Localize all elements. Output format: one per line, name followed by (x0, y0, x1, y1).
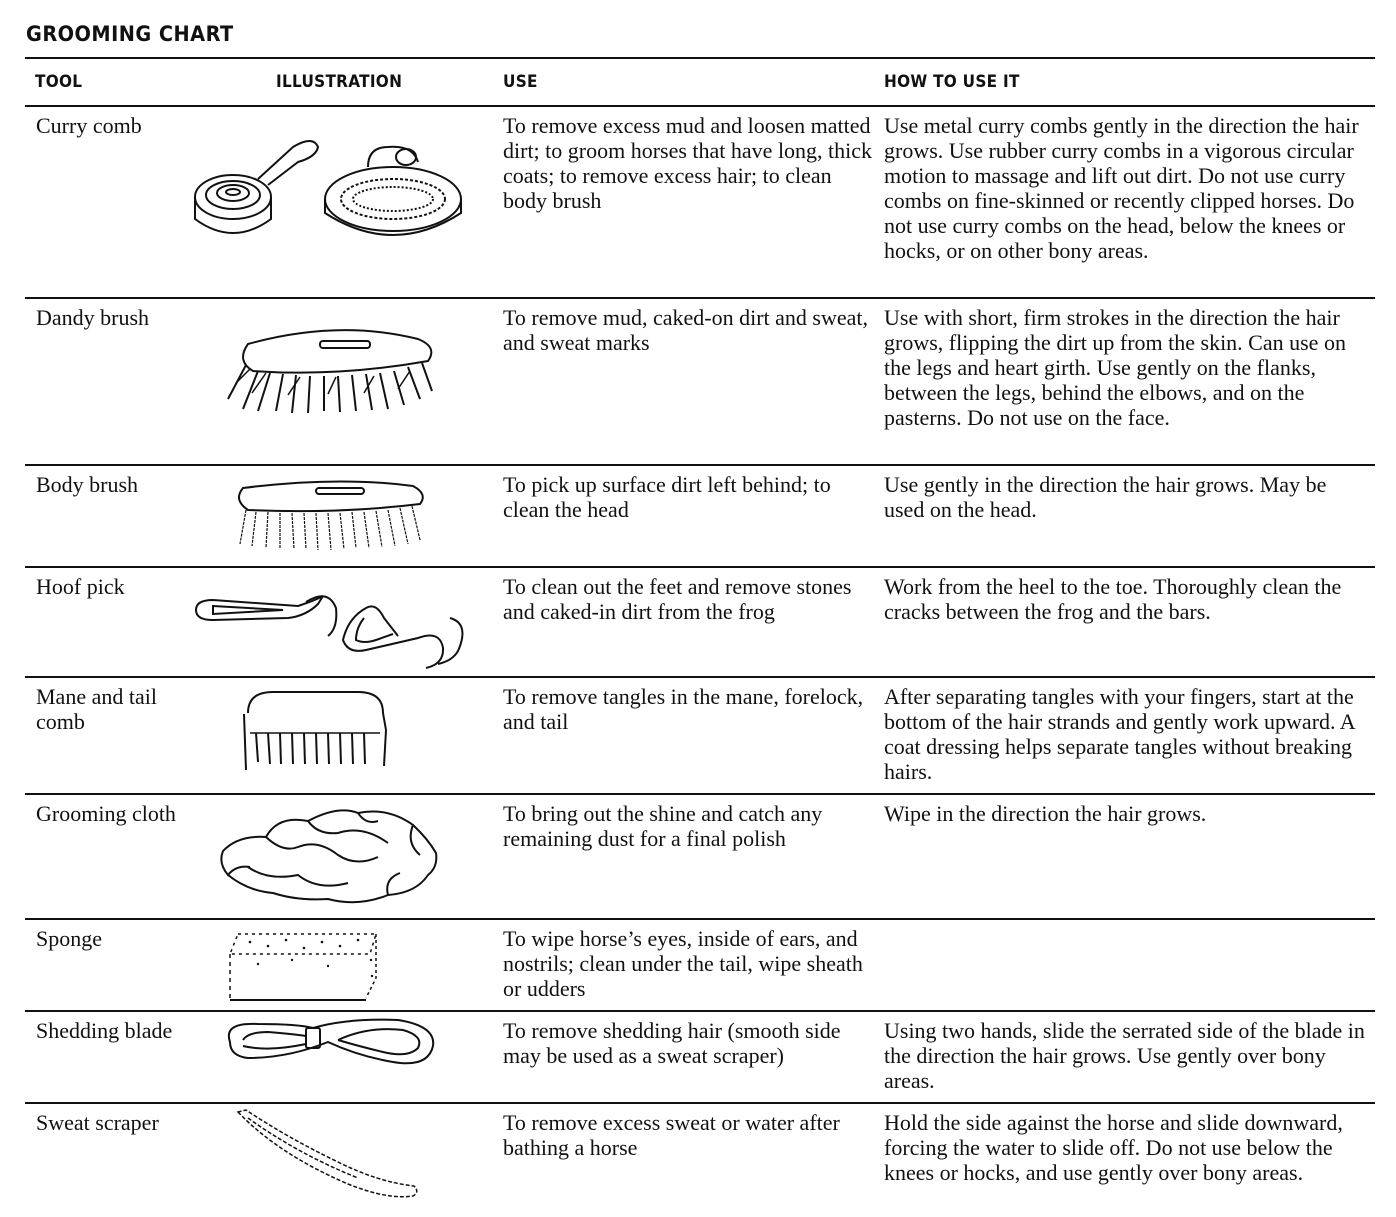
how-text: Use metal curry combs gently in the direction the hair grows. Use rubber curry combs in a vigorous circular motion to massage and lift out dirt. Do not use curry combs on fine-skinned or recently clipped horses. Do not use curry combs on the head, below the knees or hocks, or on other bony areas. (884, 113, 1359, 263)
table-row (25, 567, 1375, 677)
how-text: After separating tangles with your fingers, start at the bottom of the hair strands and gently work upward. A coat dressing helps separate tangles without breaking hairs. (884, 684, 1355, 784)
table-row (25, 1011, 1375, 1103)
header-use: USE (503, 72, 538, 92)
grooming-table (25, 57, 1375, 1217)
table-row (25, 919, 1375, 1011)
tool-name: Curry comb (36, 113, 142, 138)
use-text: To bring out the shine and catch any remaining dust for a final polish (503, 801, 823, 851)
tool-name: Dandy brush (36, 305, 150, 330)
how-text: Use gently in the direction the hair grows. May be used on the head. (884, 472, 1327, 522)
table-row (25, 677, 1375, 794)
shedding-blade-icon (188, 1012, 497, 1102)
table-row (25, 1103, 1375, 1217)
tool-name: Mane and tail comb (36, 684, 157, 734)
sponge-icon (188, 920, 497, 1010)
illustration-cell (188, 298, 497, 465)
how-text (880, 919, 1375, 1011)
tool-name: Body brush (36, 472, 139, 497)
how-text: Hold the side against the horse and slide downward, forcing the water to slide off. Do not use below the knees or hocks, and use gently over bony areas. (884, 1110, 1343, 1185)
use-text: To pick up surface dirt left behind; to clean the head (503, 472, 831, 522)
table-row (25, 106, 1375, 298)
tool-name: Shedding blade (36, 1018, 173, 1043)
use-text: To wipe horse’s eyes, inside of ears, and nostrils; clean under the tail, wipe sheath or udders (503, 926, 863, 1001)
illustration-cell (188, 1103, 497, 1217)
tool-name: Sweat scraper (36, 1110, 159, 1135)
illustration-cell (188, 919, 497, 1011)
hoof-pick-icon (188, 568, 497, 676)
illustration-cell (188, 794, 497, 919)
dandy-brush-icon (188, 299, 497, 464)
use-text: To remove excess mud and loosen matted dirt; to groom horses that have long, thick coats; to remove excess hair; to clean body brush (503, 113, 873, 213)
use-text: To remove excess sweat or water after bathing a horse (503, 1110, 840, 1160)
tool-name: Grooming cloth (36, 801, 176, 826)
how-text: Wipe in the direction the hair grows. (884, 801, 1207, 826)
table-row (25, 794, 1375, 919)
sweat-scraper-icon (188, 1104, 497, 1217)
table-row (25, 298, 1375, 465)
how-text: Using two hands, slide the serrated side of the blade in the direction the hair grows. Use gently over bony areas. (884, 1018, 1365, 1093)
header-tool: TOOL (35, 72, 83, 92)
illustration-cell (188, 677, 497, 794)
body-brush-icon (188, 466, 497, 566)
use-text: To remove tangles in the mane, forelock, and tail (503, 684, 864, 734)
header-row (25, 58, 1375, 106)
use-text: To clean out the feet and remove stones and caked-in dirt from the frog (503, 574, 852, 624)
grooming-cloth-icon (188, 795, 497, 918)
tool-name: Hoof pick (36, 574, 125, 599)
table-row (25, 465, 1375, 567)
illustration-cell (188, 567, 497, 677)
use-text: To remove shedding hair (smooth side may be used as a sweat scraper) (503, 1018, 841, 1068)
use-text: To remove mud, caked-on dirt and sweat, and sweat marks (503, 305, 869, 355)
curry-comb-icon (188, 107, 497, 297)
illustration-cell (188, 1011, 497, 1103)
illustration-cell (188, 106, 497, 298)
illustration-cell (188, 465, 497, 567)
tool-name: Sponge (36, 926, 102, 951)
how-text: Work from the heel to the toe. Thoroughly clean the cracks between the frog and the bars. (884, 574, 1342, 624)
header-illustration: ILLUSTRATION (276, 72, 403, 92)
how-text: Use with short, firm strokes in the direction the hair grows, flipping the dirt up from the skin. Can use on the legs and heart girth. Use gently on the flanks, between the legs, behind the elbows, and on the pasterns. Do not use on the face. (884, 305, 1346, 430)
mane-comb-icon (188, 678, 497, 793)
header-how: HOW TO USE IT (884, 72, 1020, 92)
page-title: GROOMING CHART (26, 22, 234, 46)
